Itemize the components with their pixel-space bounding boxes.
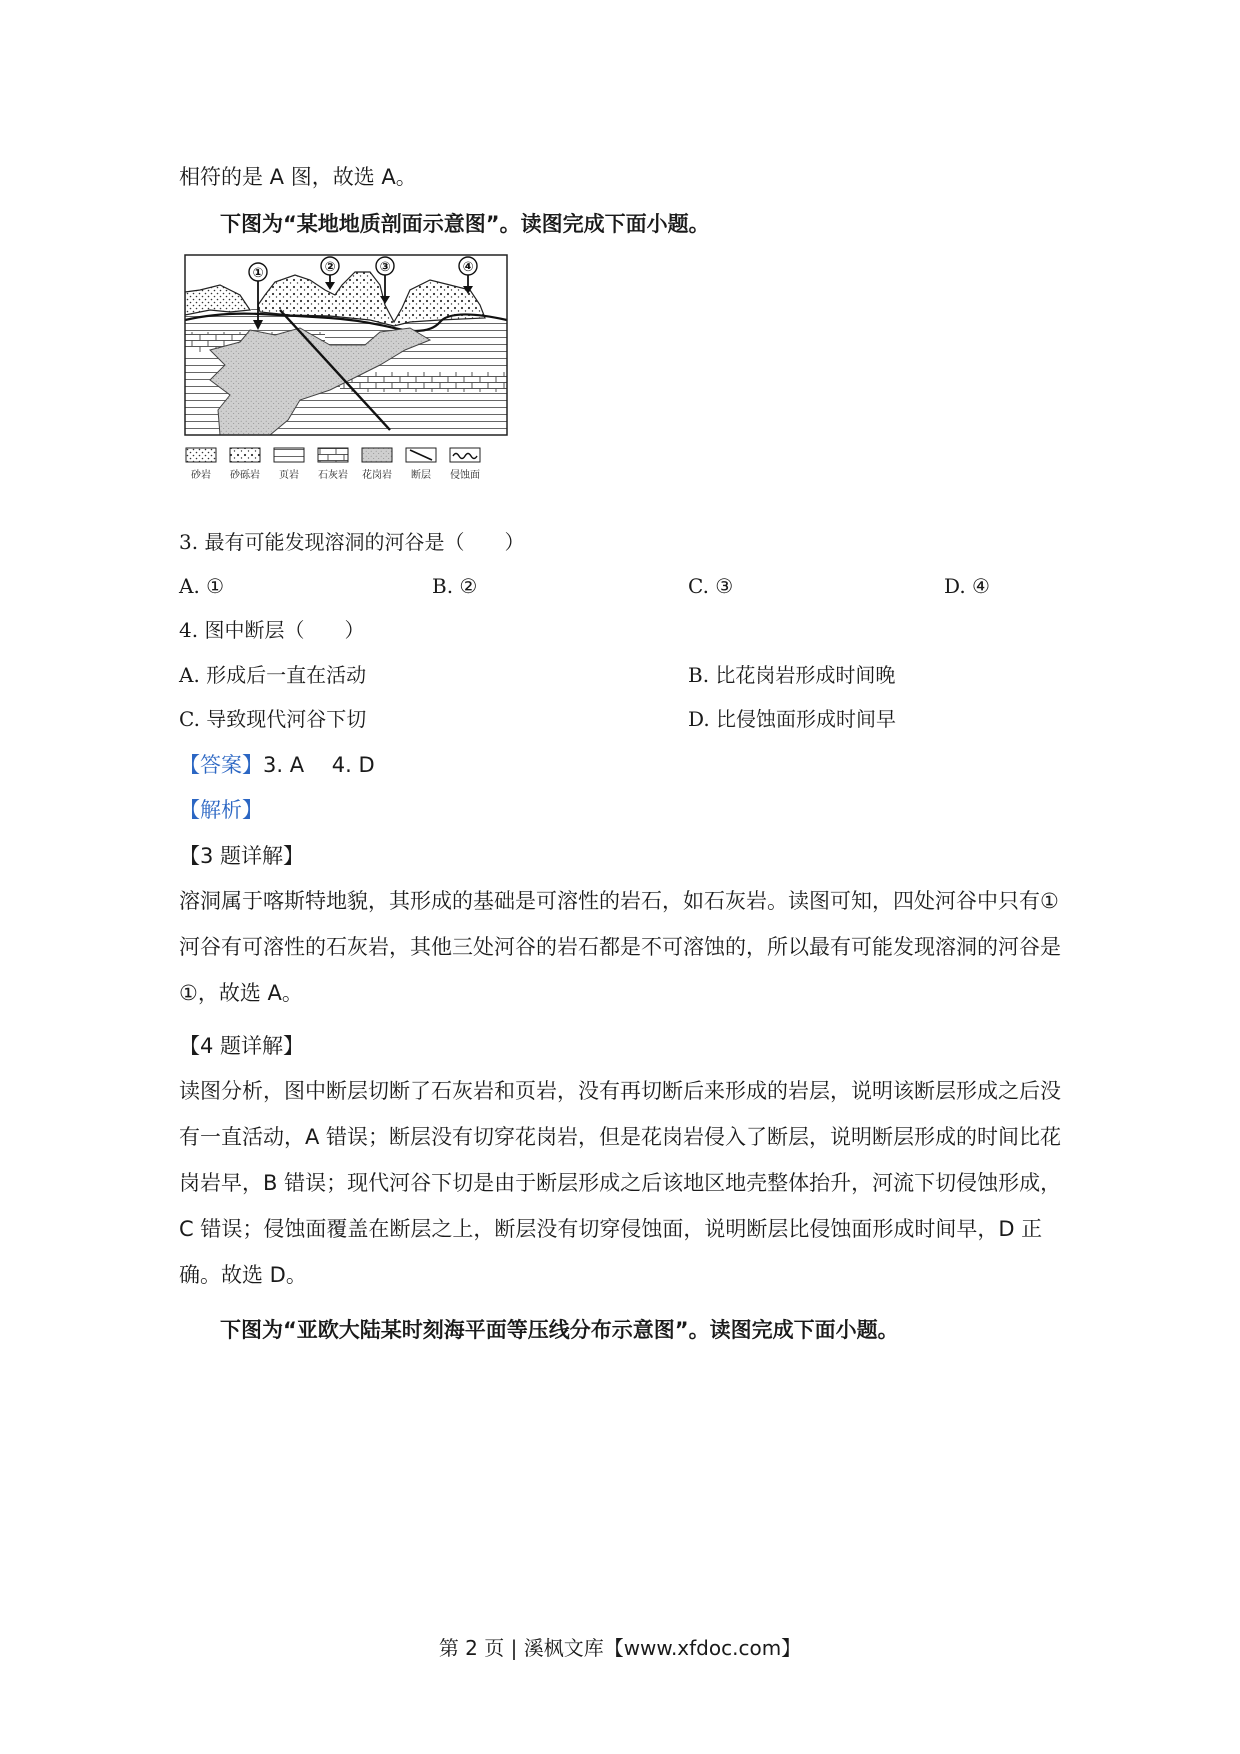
legend-label-fault: 断层 xyxy=(411,470,431,481)
limestone-right xyxy=(340,372,507,392)
legend-label-gravel: 砂砾岩 xyxy=(230,470,260,481)
legend-label-erosion: 侵蚀面 xyxy=(450,470,480,481)
answer-label: 【答案】 xyxy=(179,753,263,777)
detail-3-label: 【3 题详解】 xyxy=(179,844,305,868)
q3-option-c: C. ③ xyxy=(688,574,734,598)
legend-label-sandstone: 砂岩 xyxy=(191,470,211,481)
marker-2-label: ② xyxy=(324,260,336,275)
answer-line xyxy=(179,750,375,780)
q4-option-c: C. 导致现代河谷下切 xyxy=(179,707,367,731)
analysis-label: 【解析】 xyxy=(179,798,263,822)
q3-option-d: D. ④ xyxy=(944,574,990,598)
top-line: 相符的是 A 图，故选 A。 xyxy=(179,165,417,189)
q3-option-a: A. ① xyxy=(179,574,225,598)
legend-label-granite: 花岗岩 xyxy=(362,470,392,481)
legend xyxy=(186,448,480,481)
question-3-stem: 3. 最有可能发现溶洞的河谷是（ ） xyxy=(179,530,525,554)
legend-gravel-swatch xyxy=(230,448,260,462)
page-footer: 第 2 页 | 溪枫文库【www.xfdoc.com】 xyxy=(438,1636,802,1660)
q4-option-d: D. 比侵蚀面形成时间早 xyxy=(688,707,897,731)
q4-option-a: A. 形成后一直在活动 xyxy=(179,663,367,687)
detail-3-text: 溶洞属于喀斯特地貌，其形成的基础是可溶性的岩石，如石灰岩。读图可知，四处河谷中只有①河谷有可溶性的石灰岩，其他三处河谷的岩石都是不可溶蚀的，所以最有可能发现溶洞的河谷是①，故选 A。 xyxy=(179,889,1061,1005)
legend-granite-swatch xyxy=(362,448,392,462)
legend-label-shale: 页岩 xyxy=(279,470,299,481)
answer-text: 3. A 4. D xyxy=(263,753,375,777)
marker-3-label: ③ xyxy=(379,260,391,275)
detail-4-text: 读图分析，图中断层切断了石灰岩和页岩，没有再切断后来形成的岩层，说明该断层形成之后没有一直活动，A 错误；断层没有切穿花岗岩，但是花岗岩侵入了断层，说明断层形成的时间比花岗岩早，B 错误；现代河谷下切是由于断层形成之后该地区地壳整体抬升，河流下切侵蚀形成，C 错误；侵蚀面覆盖在断层之上，断层没有切穿侵蚀面，说明断层比侵蚀面形成时间早，D 正确。故选 D。 xyxy=(179,1079,1062,1287)
question-4-stem: 4. 图中断层（ ） xyxy=(179,618,365,642)
legend-label-limestone: 石灰岩 xyxy=(318,470,348,481)
section-intro-isobar: 下图为“亚欧大陆某时刻海平面等压线分布示意图”。读图完成下面小题。 xyxy=(220,1318,899,1342)
legend-sandstone-swatch xyxy=(186,448,216,462)
q4-option-b: B. 比花岗岩形成时间晚 xyxy=(688,663,896,687)
detail-4-label: 【4 题详解】 xyxy=(179,1034,305,1058)
marker-4-label: ④ xyxy=(462,260,474,275)
section-intro-geology: 下图为“某地地质剖面示意图”。读图完成下面小题。 xyxy=(220,212,710,236)
marker-1-label: ① xyxy=(252,266,264,281)
geologic-section-figure xyxy=(180,250,520,495)
legend-shale-swatch xyxy=(274,448,304,462)
legend-limestone-swatch xyxy=(318,448,348,462)
q3-option-b: B. ② xyxy=(432,574,478,598)
